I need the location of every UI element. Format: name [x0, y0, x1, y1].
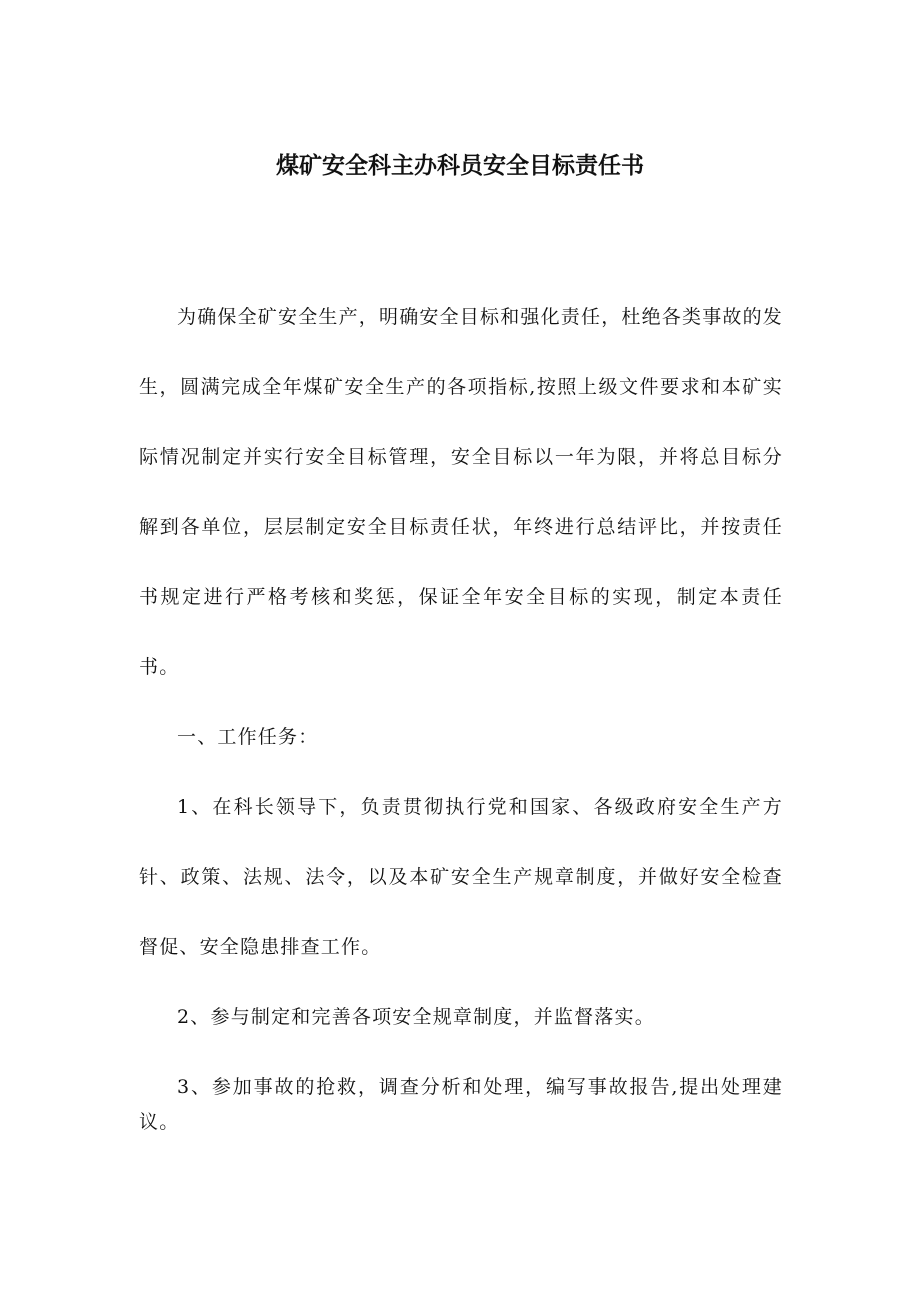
document-body [139, 282, 783, 1140]
task-item-2: 2、参与制定和完善各项安全规章制度，并监督落实。 [177, 1006, 655, 1028]
intro-paragraph: 为确保全矿安全生产，明确安全目标和强化责任，杜绝各类事故的发生，圆满完成全年煤矿安全生产的各项指标,按照上级文件要求和本矿实际情况制定并实行安全目标管理，安全目标以一年为限，并将总目标分解到各单位，层层制定安全目标责任状，年终进行总结评比，并按责任书规定进行严格考核和奖惩，保证全年安全目标的实现，制定本责任书。 [139, 306, 784, 678]
section-heading-work-tasks: 一、工作任务： [177, 726, 319, 748]
document-title: 煤矿安全科主办科员安全目标责任书 [276, 153, 644, 179]
task-item-3: 3、参加事故的抢救，调查分析和处理，编写事故报告,提出处理建议。 [139, 1076, 783, 1133]
task-item-1: 1、在科长领导下，负责贯彻执行党和国家、各级政府安全生产方针、政策、法规、法令，以及本矿安全生产规章制度，并做好安全检查督促、安全隐患排查工作。 [139, 796, 783, 958]
